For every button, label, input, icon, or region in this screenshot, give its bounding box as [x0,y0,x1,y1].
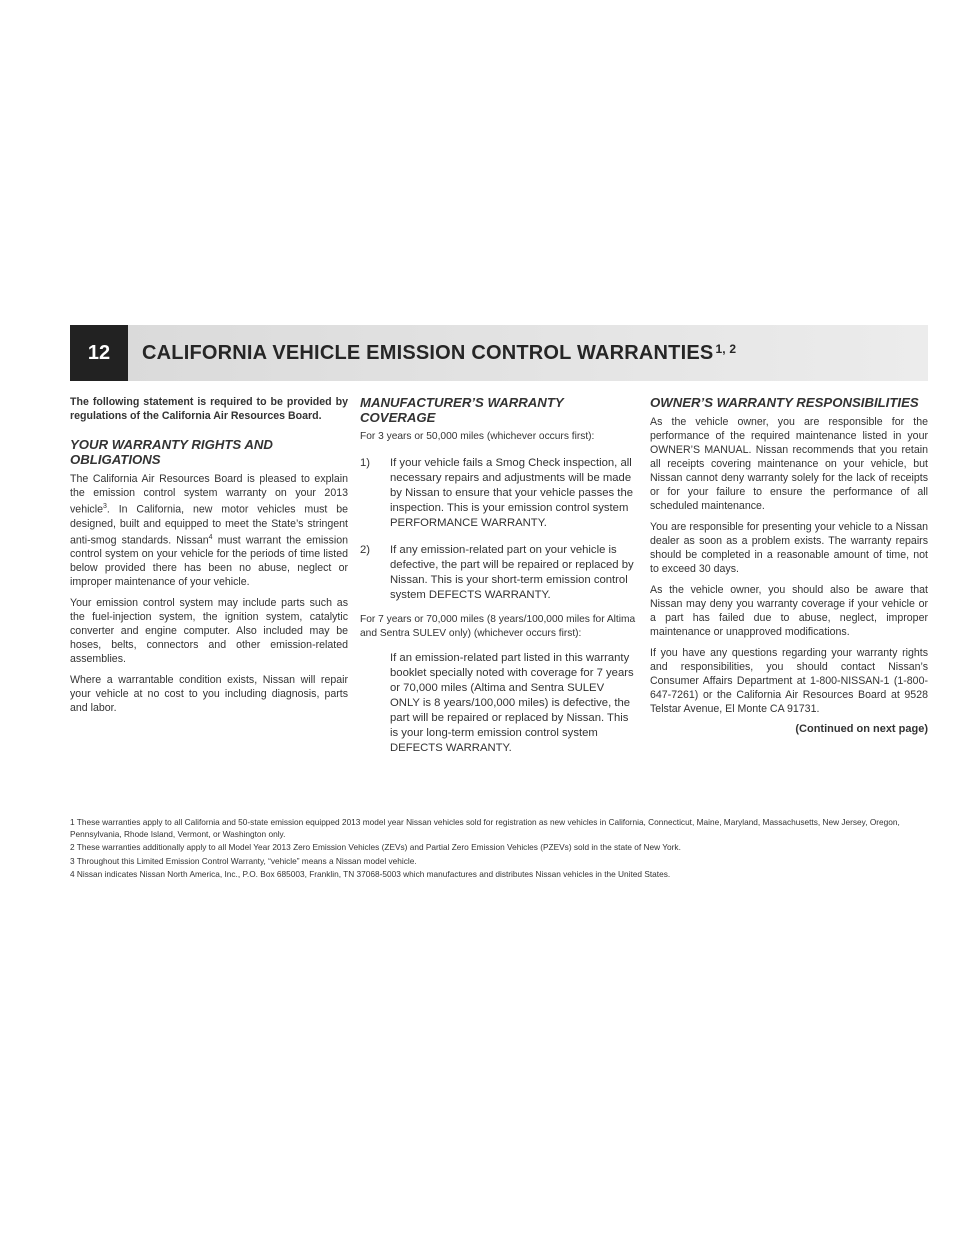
paragraph-maintenance: As the vehicle owner, you are responsible for the performance of the required maintenance listed in your OWNER’S MANUAL. Nissan recommends that you retain all receipts covering maintenance on your vehicle, but Nissan cannot deny warranty solely for the lack of receipts or for your failure to ensure the performance of all scheduled maintenance. [650,416,928,512]
footnotes [70,817,930,883]
footnote-2: 2 These warranties additionally apply to all Model Year 2013 Zero Emission Vehicles (ZEVs) and Partial Zero Emission Vehicles (PZEVs) sold in the state of New York. [70,842,681,852]
paragraph-contact: If you have any questions regarding your warranty rights and responsibilities, you should contact Nissan’s Consumer Affairs Department at 1-800-NISSAN-1 (1-800-647-7261) or the California Air Resources Board at 9528 Telstar Avenue, El Monte CA 91731. [650,647,928,715]
section-header [70,325,928,381]
coverage-intro-long-term: For 7 years or 70,000 miles (8 years/100,000 miles for Altima and Sentra SULEV only) (whichever occurs first): [360,614,636,639]
paragraph-repair: Where a warrantable condition exists, Nissan will repair your vehicle at no cost to you including diagnosis, parts and labor. [70,674,348,715]
column-warranty-rights [70,395,348,722]
column-owner-responsibilities [650,395,928,735]
footnote-1: 1 These warranties apply to all California and 50-state emission equipped 2013 model year Nissan vehicles sold for registration as new vehicles in California, Connecticut, Maine, Maryland, Massachusetts, New Jersey, Oregon, Pennsylvania, Rhode Island, Vermont, or Washington only. [70,817,900,839]
paragraph-intro [70,472,348,589]
paragraph-deny-coverage: As the vehicle owner, you should also be aware that Nissan may deny you warranty coverage if your vehicle or a part has failed due to abuse, neglect, improper maintenance or unapproved modifications. [650,584,928,638]
page-number: 12 [70,325,128,381]
heading-owner-responsibilities: OWNER’S WARRANTY RESPONSIBILITIES [650,395,919,410]
heading-rights-obligations: YOUR WARRANTY RIGHTS AND OBLIGATIONS [70,437,273,467]
list-item [360,456,636,531]
page-title [142,325,736,381]
continued-note: (Continued on next page) [795,723,928,735]
paragraph-presenting-vehicle: You are responsible for presenting your vehicle to a Nissan dealer as soon as a problem exists. The warranty repairs should be completed in a reasonable amount of time, not to exceed 30 days. [650,521,928,575]
paragraph-intro-a: The California Air Resources Board is pleased to explain the emission control system warranty on your 2013 vehicle [70,473,348,516]
paragraph-intro-c: must warrant the emission control system on your vehicle for the periods of time listed below provided there has been no abuse, neglect or improper maintenance of your vehicle. [70,534,348,589]
page-title-footnote-ref: 1, 2 [715,342,737,356]
page-title-text: CALIFORNIA VEHICLE EMISSION CONTROL WARRANTIES [142,341,714,364]
list-item-text: If any emission-related part on your vehicle is defective, the part will be repaired or replaced by Nissan. This is your short-term emission control system DEFECTS WARRANTY. [390,544,634,601]
heading-manufacturer-coverage: MANUFACTURER’S WARRANTY COVERAGE [360,395,564,425]
footnote-ref-3: 3 [102,503,107,510]
paragraph-intro-b: . In California, new motor vehicles must be designed, built and equipped to meet the State’s stringent anti-smog standards. Nissan [70,503,348,547]
list-item-number: 2) [360,544,371,556]
list-item-number: 1) [360,457,371,469]
column-manufacturer-coverage [360,395,636,766]
required-statement: The following statement is required to be provided by regulations of the California Air Resources Board. [70,396,348,422]
footnote-4: 4 Nissan indicates Nissan North America, Inc., P.O. Box 685003, Franklin, TN 37068-5003 which manufactures and distributes Nissan vehicles in the United States. [70,869,671,879]
list-item [360,543,636,603]
footnote-ref-4: 4 [208,533,213,541]
coverage-intro-short-term: For 3 years or 50,000 miles (whichever occurs first): [360,431,595,442]
long-term-warranty-text: If an emission-related part listed in this warranty booklet specially noted with coverage for 7 years or 70,000 miles (Altima and Sentra SULEV ONLY is 8 years/100,000 miles) is defective, the part will be repaired or replaced by Nissan. This is your long-term emission control system DEFECTS WARRANTY. [390,652,634,754]
paragraph-parts: Your emission control system may include parts such as the fuel-injection system, the ignition system, catalytic converter and engine computer. Also included may be hoses, belts, connectors and other emission-related assemblies. [70,597,348,666]
footnote-3: 3 Throughout this Limited Emission Control Warranty, “vehicle” means a Nissan model vehicle. [70,855,417,866]
list-item-text: If your vehicle fails a Smog Check inspection, all necessary repairs and adjustments will be made by Nissan to ensure that your vehicle passes the inspection. This is your emission control system PERFORMANCE WARRANTY. [390,457,634,529]
